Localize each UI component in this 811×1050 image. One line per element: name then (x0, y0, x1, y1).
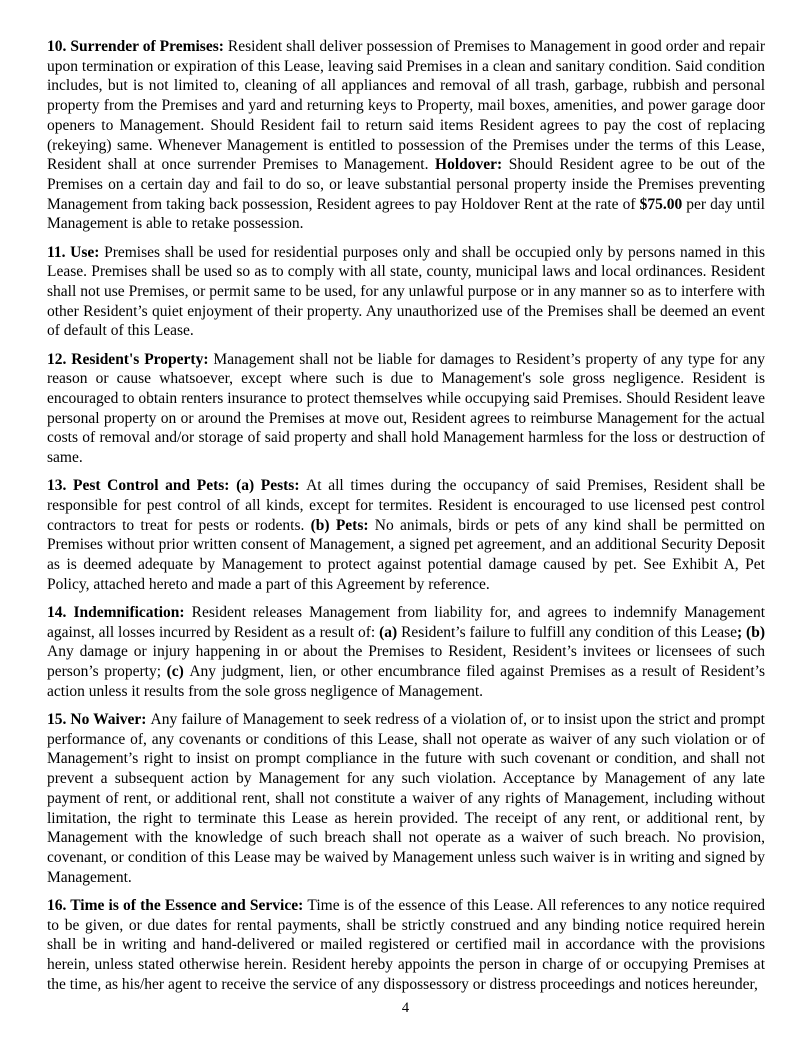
section-11-use (47, 243, 765, 342)
text-run: No animals, birds or pets of any kind shall be permitted on Premises without prior written consent of Management, a signed pet agreement, and an additional Security Deposit as is deemed adequate by Management to protect against potential damage caused by pet. See Exhibit A, Pet Policy, attached hereto and made a part of this Agreement by reference. (47, 516, 766, 593)
bold-run: 14. Indemnification: (47, 603, 192, 621)
bold-run: $75.00 (639, 195, 683, 213)
text-run: per day until Management is able to retake possession. (47, 195, 765, 233)
section-12-residents-property (47, 350, 765, 468)
section-13-pest-control-and-pets (47, 476, 765, 594)
bold-run: 11. Use: (47, 243, 105, 261)
bold-run: 15. No Waiver: (47, 711, 151, 728)
text-run: Resident’s failure to fulfill any condition of this Lease (401, 623, 737, 641)
text-run: Management shall not be liable for damages to Resident’s property of any type for any reason or cause whatsoever, except where such is due to Management's sole gross negligence. Resident is encouraged to obtain renters insurance to protect themselves while occupying said Premises. Should Resident leave personal property on or around the Premises at move out, Resident agrees to reimburse Management for the actual costs of removal and/or storage of said property and shall hold Management harmless for the loss or destruction of same. (47, 350, 765, 467)
text-run: Time is of the essence of this Lease. All references to any notice required to be given, or due dates for rental payments, shall be strictly construed and any binding notice required herein shall be in writing and hand-delivered or mailed registered or certified mail in accordance with the provisions herein, unless stated otherwise herein. Resident hereby appoints the person in charge of or occupying Premises at the time, as his/her agent to receive the service of any dispossessory or distress proceedings and notices hereunder, (47, 896, 766, 993)
text-run: Any failure of Management to seek redress of a violation of, or to insist upon the strict and prompt performance of, any covenants or conditions of this Lease, shall not operate as waiver of any such violation or of Management’s right to insist on prompt compliance in the future with such covenant or condition, and shall not prevent a subsequent action by Management for any such violation. Acceptance by Management of any late payment of rent, or additional rent, shall not constitute a waiver of any rights of Management, including without limitation, the right to terminate this Lease as herein provided. The receipt of any rent, or additional rent, by Management with the knowledge of such breach shall not operate as a waiver of such breach. No provision, covenant, or condition of this Lease may be waived by Management unless such waiver is in writing and signed by Management. (47, 711, 765, 886)
section-16-time-is-of-the-essence-and-service (47, 896, 765, 995)
bold-run: (b) Pets: (310, 516, 375, 534)
page-number: 4 (401, 1000, 410, 1016)
text-run: Premises shall be used for residential purposes only and shall be occupied only by persons named in this Lease. Premises shall be used so as to comply with all state, county, municipal laws and local ordinances. Resident shall not use Premises, or permit same to be used, for any unlawful purpose or in any manner so as to interfere with other Resident’s quiet enjoyment of their property. Any unauthorized use of the Premises shall be deemed an event of default of this Lease. (47, 243, 765, 340)
text-run: Should Resident agree to be out of the Premises on a certain day and fail to do so, or leave substantial personal property inside the Premises preventing Management from taking back possession, Resident agrees to pay Holdover Rent at the rate of (47, 156, 765, 213)
text-run: Resident releases Management from liability for, and agrees to indemnify Management against, all losses incurred by Resident as a result of: (47, 603, 765, 641)
bold-run: 16. Time is of the Essence and Service: (47, 896, 308, 914)
document-body (47, 37, 765, 1003)
text-run: Any judgment, lien, or other encumbrance filed against Premises as a result of Resident’s action unless it results from the sole gross negligence of Management. (47, 663, 766, 700)
bold-run: 13. Pest Control and Pets: (a) Pests: (47, 477, 307, 495)
bold-run: (a) (379, 623, 402, 641)
text-run: Any damage or injury happening in or about the Premises to Resident, Resident’s invitees or licensees of such person’s property; (47, 643, 765, 681)
text-run: At all times during the occupancy of said Premises, Resident shall be responsible for pest control of all kinds, except for termites. Resident is encouraged to use licensed pest control contractors to treat for pests or rodents. (47, 477, 765, 534)
text-run: Resident shall deliver possession of Premises to Management in good order and repair upon termination or expiration of this Lease, leaving said Premises in a clean and sanitary condition. Said condition includes, but is not limited to, cleaning of all appliances and removal of all trash, garbage, rubbish and personal property from the Premises and yard and returning keys to Property, mail boxes, amenities, and power garage door openers to Management. Should Resident fail to return said items Resident agrees to pay the cost of replacing (rekeying) same. Whenever Management is entitled to possession of the Premises under the terms of this Lease, Resident shall at once surrender Premises to Management. (47, 38, 765, 174)
bold-run: 10. Surrender of Premises: (47, 38, 228, 55)
bold-run: ; (b) (736, 623, 765, 641)
section-10-surrender-of-premises (47, 37, 765, 234)
section-14-indemnification (47, 603, 765, 702)
bold-run: (c) (166, 663, 190, 681)
bold-run: 12. Resident's Property: (47, 350, 214, 368)
bold-run: Holdover: (435, 156, 509, 174)
section-15-no-waiver (47, 710, 765, 887)
